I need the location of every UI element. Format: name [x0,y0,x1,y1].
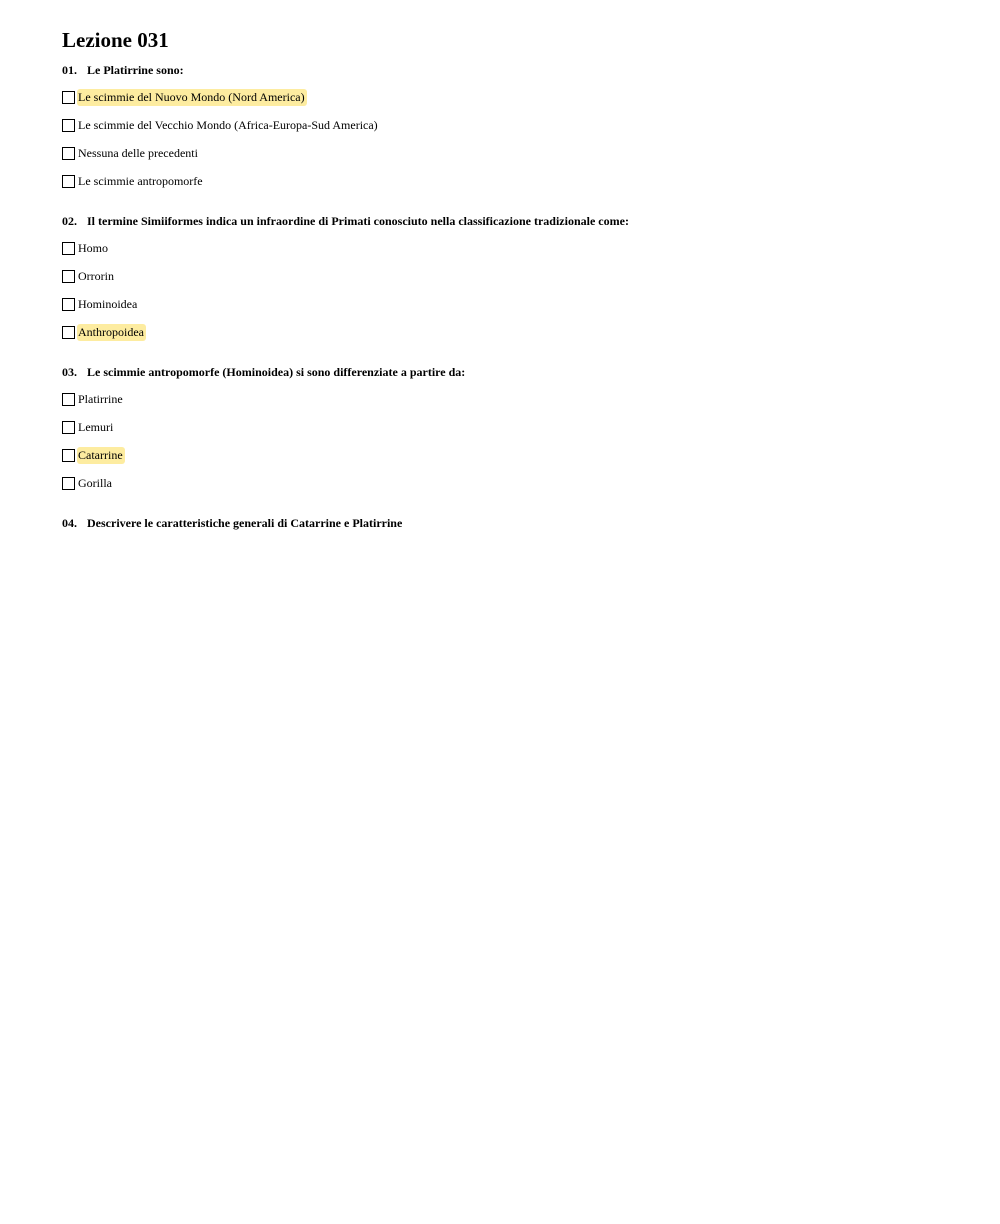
question-text [62,62,962,78]
question-prompt: Le scimmie antropomorfe (Hominoidea) si sono differenziate a partire da: [87,365,466,379]
answer-checkbox[interactable] [62,421,75,434]
option-label: Catarrine [78,447,123,462]
answer-checkbox[interactable] [62,393,75,406]
option-row [62,172,962,190]
question-03 [62,364,962,502]
option-row [62,418,962,436]
option-label: Anthropoidea [78,324,144,339]
option-row [62,144,962,162]
option-row [62,267,962,285]
page-title: Lezione 031 [62,28,169,52]
question-text [62,515,962,531]
option-label: Platirrine [78,391,123,406]
option-row [62,295,962,313]
option-label: Hominoidea [78,296,138,311]
option-label: Le scimmie del Vecchio Mondo (Africa-Europa-Sud America) [78,117,378,132]
option-label: Gorilla [78,475,112,490]
option-label: Homo [78,240,108,255]
option-row [62,474,962,492]
answer-options [62,390,962,492]
question-number: 02. [62,214,77,228]
answer-checkbox[interactable] [62,270,75,283]
question-01 [62,62,962,200]
answer-checkbox[interactable] [62,147,75,160]
answer-options [62,239,962,341]
option-label: Lemuri [78,419,114,434]
option-label: Orrorin [78,268,114,283]
question-04 [62,515,962,531]
option-row [62,239,962,257]
option-label: Nessuna delle precedenti [78,145,198,160]
answer-checkbox[interactable] [62,449,75,462]
question-number: 01. [62,63,77,77]
option-row [62,390,962,408]
question-prompt: Le Platirrine sono: [87,63,184,77]
question-number: 03. [62,365,77,379]
option-row [62,446,962,464]
question-prompt: Il termine Simiiformes indica un infraordine di Primati conosciuto nella classificazione tradizionale come: [87,214,629,228]
answer-checkbox[interactable] [62,242,75,255]
answer-checkbox[interactable] [62,298,75,311]
answer-checkbox[interactable] [62,326,75,339]
answer-checkbox[interactable] [62,477,75,490]
question-text [62,364,962,380]
question-number: 04. [62,516,77,530]
answer-checkbox[interactable] [62,91,75,104]
answer-checkbox[interactable] [62,119,75,132]
option-label: Le scimmie del Nuovo Mondo (Nord America) [78,89,305,104]
option-row [62,116,962,134]
option-row [62,88,962,106]
question-prompt: Descrivere le caratteristiche generali di Catarrine e Platirrine [87,516,403,530]
answer-checkbox[interactable] [62,175,75,188]
answer-options [62,88,962,190]
option-label: Le scimmie antropomorfe [78,173,203,188]
option-row [62,323,962,341]
question-02 [62,213,962,351]
question-text [62,213,962,229]
